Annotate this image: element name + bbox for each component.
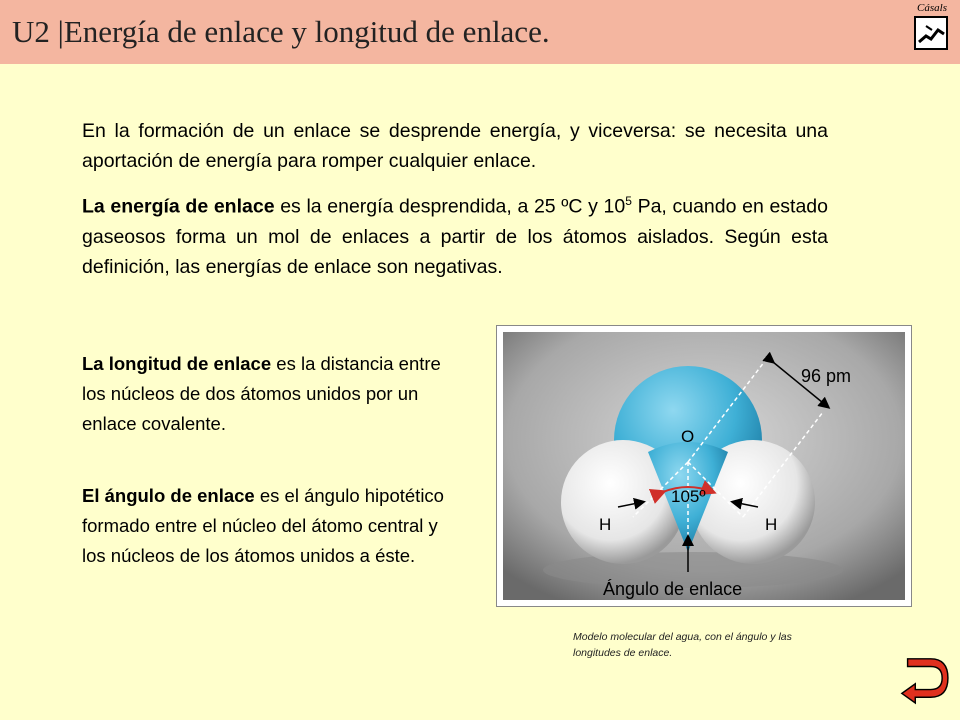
header-bar <box>0 0 960 64</box>
bond-energy-text-a: es la energía desprendida, a 25 ºC y 10 <box>274 195 626 218</box>
bond-angle-paragraph <box>82 481 462 571</box>
bond-length-paragraph <box>82 349 462 439</box>
exponent: 5 <box>625 194 632 208</box>
bond-energy-term: La energía de enlace <box>82 195 275 218</box>
hydrogen-label-right: H <box>765 515 778 534</box>
distance-label: 96 pm <box>801 366 852 386</box>
angle-label: 105º <box>671 487 706 506</box>
figure-image <box>503 332 905 600</box>
bond-energy-text-b: Pa, cuando en estado gaseosos forma un mol de enlaces a partir de los átomos aislados. Según esta definición, las energías de enlace son negativas. <box>82 195 828 278</box>
angle-name-label: Ángulo de enlace <box>603 579 743 599</box>
logo-text: Cásals <box>917 2 947 14</box>
intro-paragraph: En la formación de un enlace se desprende energía, y viceversa: se necesita una aportación de energía para romper cualquier enlace. <box>82 120 828 172</box>
bond-angle-term: El ángulo de enlace <box>82 485 255 506</box>
curved-return-arrow-icon <box>900 655 952 707</box>
bond-length-text: es la distancia entre los núcleos de dos átomos unidos por un enlace covalente. <box>82 353 441 434</box>
bond-length-term: La longitud de enlace <box>82 353 272 374</box>
page-title: U2 |Energía de enlace y longitud de enlace. <box>12 14 550 49</box>
logo-icon <box>914 16 948 50</box>
water-molecule-figure <box>496 325 912 607</box>
hydrogen-label-left: H <box>599 515 612 534</box>
bond-angle-text: es el ángulo hipotético formado entre el núcleo del átomo central y los núcleos de los átomos unidos a éste. <box>82 485 444 566</box>
back-button[interactable] <box>900 655 952 707</box>
oxygen-label: O <box>681 427 695 446</box>
casals-logo <box>910 2 954 52</box>
bond-energy-paragraph <box>82 186 828 282</box>
figure-caption: Modelo molecular del agua, con el ángulo y las longitudes de enlace. <box>573 631 792 659</box>
